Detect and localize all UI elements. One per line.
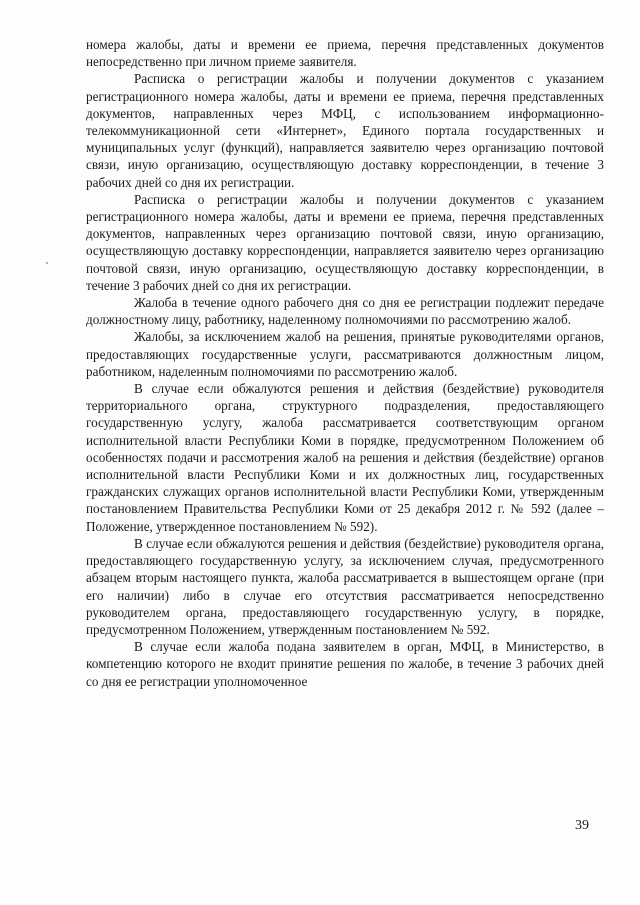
- page-number: 39: [575, 818, 589, 833]
- paragraph: Расписка о регистрации жалобы и получении документов с указанием регистрационного номера жалобы, даты и времени ее приема, перечня представленных документов, направленных через МФЦ, с использованием информационно-телекоммуникационной сети «Интернет», Единого портала государственных и муниципальных услуг (функций), направляется заявителю через организацию почтовой связи, иную организацию, осуществляющую доставку корреспонденции, в течение 3 рабочих дней со дня их регистрации.: [86, 71, 604, 190]
- paragraph: Жалобы, за исключением жалоб на решения, принятые руководителями органов, предоставляющих государственные услуги, рассматриваются должностным лицом, работником, наделенным полномочиями по рассмотрению жалоб.: [86, 329, 604, 379]
- scan-speck: [46, 262, 48, 264]
- paragraph: В случае если жалоба подана заявителем в орган, МФЦ, в Министерство, в компетенцию которого не входит принятие решения по жалобе, в течение 3 рабочих дней со дня ее регистрации уполномоченное: [86, 639, 604, 689]
- paragraph: В случае если обжалуются решения и действия (бездействие) руководителя органа, предоставляющего государственную услугу, за исключением случая, предусмотренного абзацем вторым настоящего пункта, жалоба рассматривается в вышестоящем органе (при его наличии) либо в случае его отсутствия рассматривается непосредственно руководителем органа, предоставляющего государственную услугу, в порядке, предусмотренном Положением, утвержденным постановлением № 592.: [86, 535, 604, 637]
- paragraph: В случае если обжалуются решения и действия (бездействие) руководителя территориального органа, структурного подразделения, предоставляющего государственную услугу, жалоба рассматривается соответствующим органом исполнительной власти Республики Коми в порядке, предусмотренном Положением об особенностях подачи и рассмотрения жалоб на решения и действия (бездействие) органов исполнительной власти Республики Коми и их должностных лиц, государственных гражданских служащих органов исполнительной власти Республики Коми, утвержденным постановлением Правительства Республики Коми от 25 декабря 2012 г. № 592 (далее – Положение, утвержденное постановлением № 592).: [86, 381, 604, 534]
- paragraph: Расписка о регистрации жалобы и получении документов с указанием регистрационного номера жалобы, даты и времени ее приема, перечня представленных документов, направленных через организацию почтовой связи, иную организацию, осуществляющую доставку корреспонденции, направляется заявителю через организацию почтовой связи, иную организацию, осуществляющую доставку корреспонденции, в течение 3 рабочих дней со дня их регистрации.: [86, 191, 604, 293]
- paragraph: номера жалобы, даты и времени ее приема, перечня представленных документов непосредственно при личном приеме заявителя.: [86, 37, 604, 70]
- document-body: [86, 36, 604, 690]
- paragraph: Жалоба в течение одного рабочего дня со дня ее регистрации подлежит передаче должностному лицу, работнику, наделенному полномочиями по рассмотрению жалоб.: [86, 295, 604, 328]
